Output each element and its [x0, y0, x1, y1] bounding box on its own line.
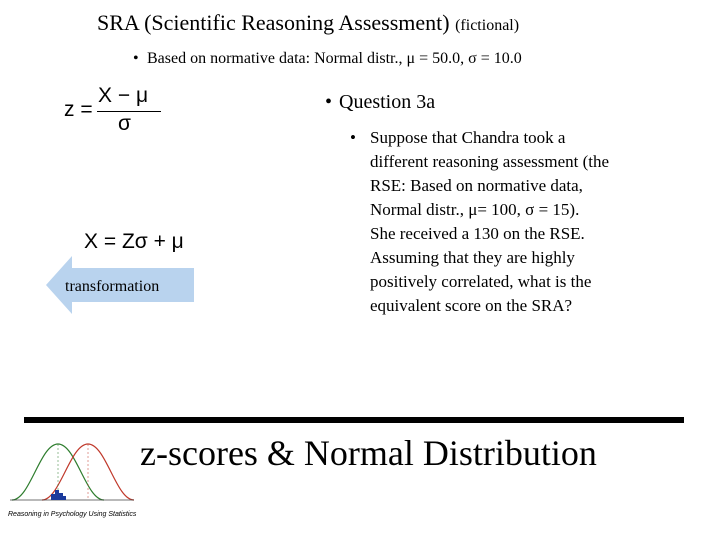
title-fictional-note: (fictional): [455, 17, 520, 34]
footer-divider: [24, 417, 684, 423]
footer-title: z-scores & Normal Distribution: [140, 433, 597, 473]
z-score-formula: [64, 84, 164, 140]
question-line: equivalent score on the SRA?: [370, 296, 573, 315]
formula-denominator: σ: [118, 112, 131, 135]
normal-curves-thumbnail: [8, 436, 136, 510]
slide-title: [97, 10, 519, 36]
question-text: [370, 126, 670, 318]
question-line: Assuming that they are highly: [370, 248, 575, 267]
bullet-icon: •: [325, 91, 333, 113]
formula-lhs: z =: [64, 98, 93, 121]
formula-numerator: X − μ: [98, 84, 149, 107]
question-line: Normal distr., μ= 100, σ = 15).: [370, 200, 580, 219]
question-line: RSE: Based on normative data,: [370, 176, 583, 195]
title-main: SRA (Scientific Reasoning Assessment): [97, 10, 450, 35]
question-heading: [325, 91, 435, 114]
question-body: [350, 126, 670, 318]
norm-bullet-text: Based on normative data: Normal distr., μ = 50.0, σ = 10.0: [147, 50, 522, 67]
question-line: positively correlated, what is the: [370, 272, 592, 291]
question-line: Suppose that Chandra took a: [370, 128, 566, 147]
question-line: different reasoning assessment (the: [370, 152, 610, 171]
raw-score-formula: X = Zσ + μ: [84, 230, 184, 253]
question-line: She received a 130 on the RSE.: [370, 224, 585, 243]
transformation-label: transformation: [65, 278, 160, 295]
bullet-icon: •: [350, 128, 356, 147]
question-heading-text: Question 3a: [339, 91, 436, 113]
thumbnail-caption: Reasoning in Psychology Using Statistics: [8, 511, 137, 518]
bullet-icon: •: [133, 50, 139, 67]
norm-bullet: [133, 50, 522, 68]
